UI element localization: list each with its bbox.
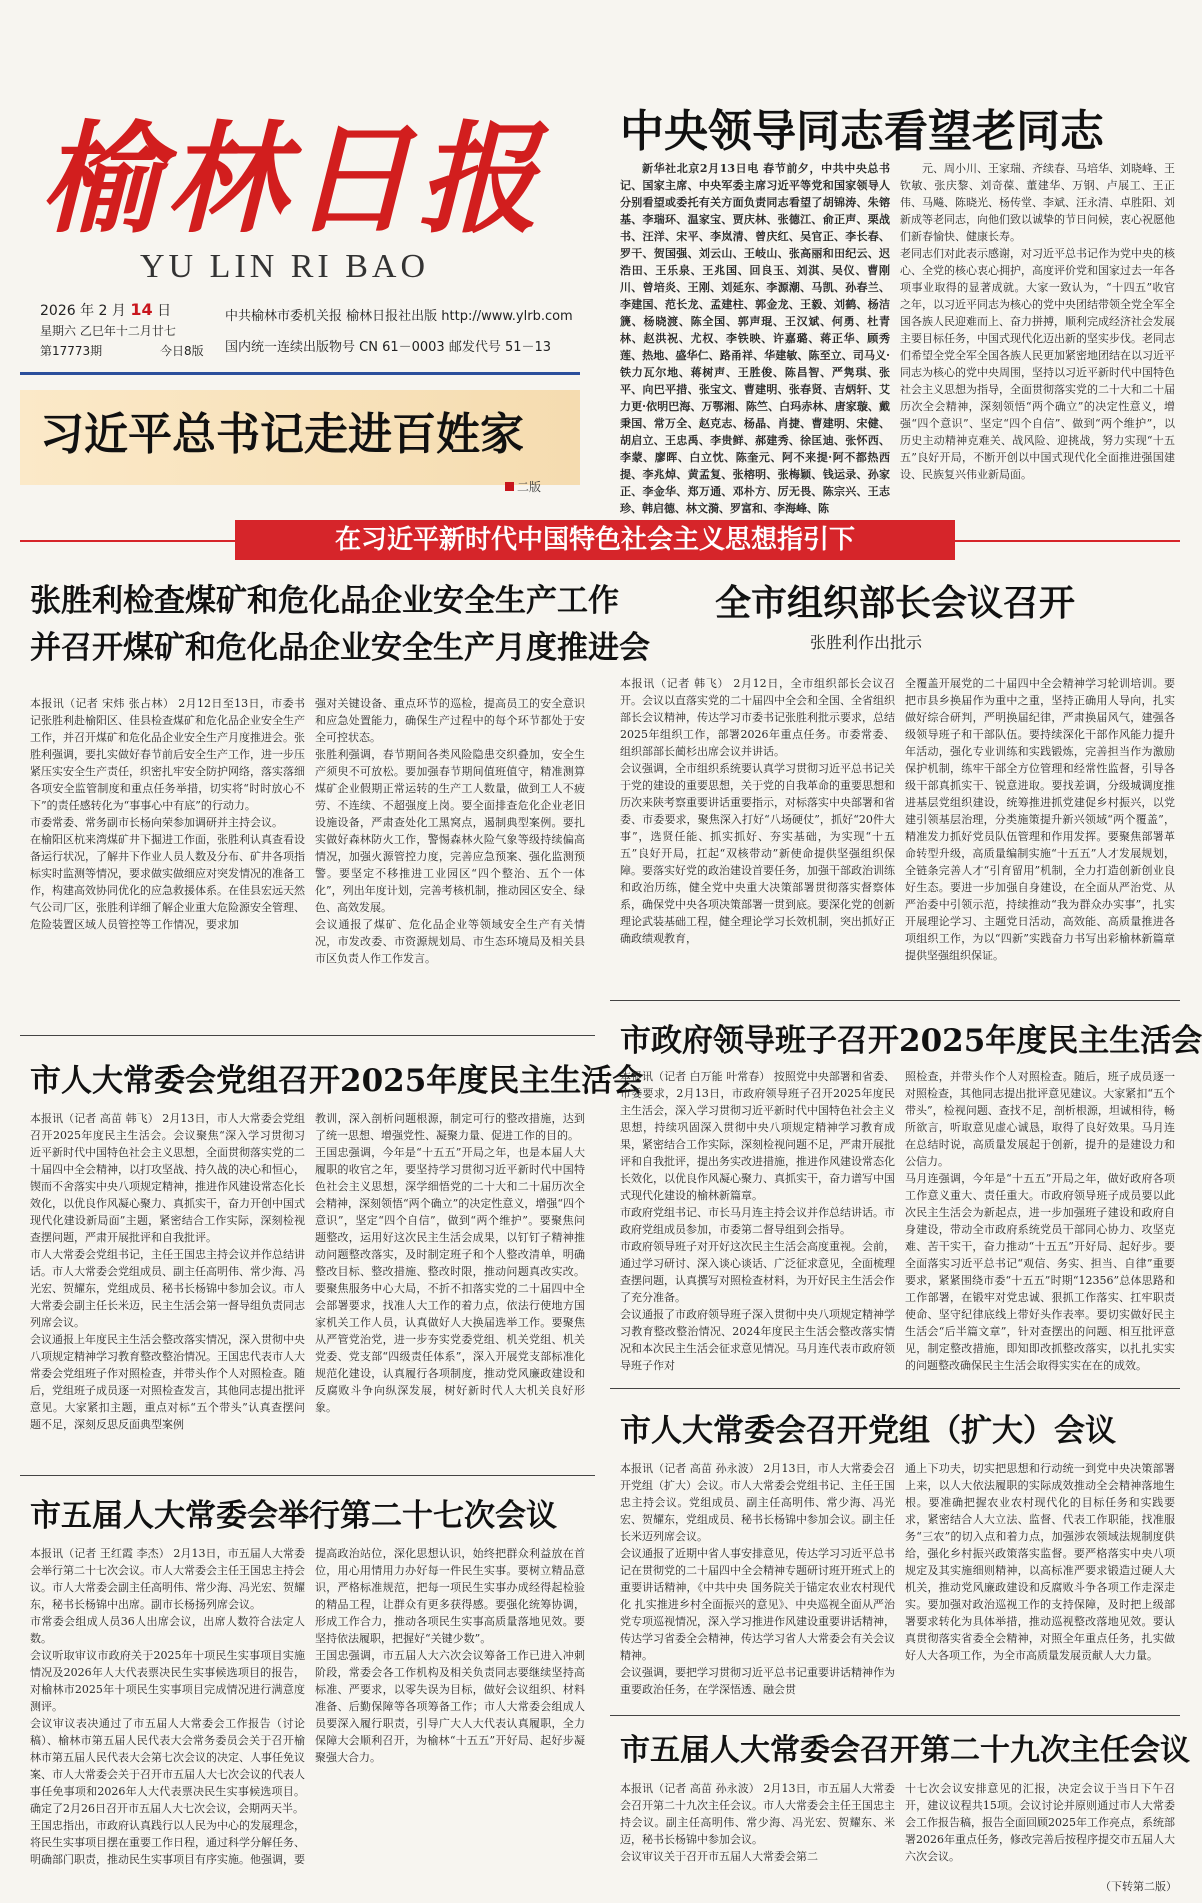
- issue-number: 第17773期: [40, 344, 103, 358]
- top-story-col1: 新华社北京2月13日电 春节前夕，中共中央总书记、国家主席、中央军委主席习近平等党和国家领导人分别看望或委托有关方面负责同志看望了胡锦涛、朱镕基、李瑞环、温家宝、贾庆林、张德江、俞正声、栗战书、汪洋、宋平、李岚清、曾庆红、吴官正、李长春、罗干、贺国强、刘云山、王岐山、张高丽和田纪云、迟浩田、王乐泉、王兆国、回良玉、刘淇、吴仪、曹刚川、曾培炎、王刚、刘延东、李源潮、马凯、孙春兰、李建国、范长龙、孟建柱、郭金龙、王毅、刘鹤、杨洁篪、杨晓渡、陈全国、郭声琨、王汉斌、何勇、杜青林、赵洪祝、尤权、李铁映、许嘉璐、蒋正华、顾秀莲、热地、盛华仁、路甬祥、华建敏、陈至立、司马义·铁力瓦尔地、蒋树声、王胜俊、陈昌智、严隽琪、张平、向巴平措、张宝文、曹建明、张春贤、吉炳轩、艾力更·依明巴海、万鄂湘、陈竺、白玛赤林、唐家璇、戴秉国、常万全、赵克志、杨晶、肖捷、曹建明、宋健、胡启立、王忠禹、李贵鲜、郝建秀、徐匡迪、张怀西、李蒙、廖晖、白立忱、陈奎元、阿不来提·阿不都热西提、李兆焯、黄孟复、张榕明、张梅颖、钱运录、孙家正、李金华、郑万通、邓朴方、厉无畏、陈宗兴、王志珍、韩启德、林文漪、罗富和、李海峰、陈: [620, 162, 890, 515]
- publisher-info: 中共榆林市委机关报 榆林日报社出版 http://www.ylrb.com: [225, 309, 573, 324]
- article6-col1: 本报讯（记者 王红霞 李杰） 2月13日，市五届人大常委会举行第二十七次会议。市人大常委会主任王国忠主持会议。市人大常委会副主任高明伟、常少海、冯光宏、贺耀东，秘书长杨锦中出席。副市长杨扬列席会议。 市常委会组成人员36人出席会议，出席人数符合法定人数。 会议听取审议市政府关于2025年十项民生实事项目实施情况及2026年人大代表票决民生实事候选项目的报告，对榆林市2025年十项民生实事项目完成情况进行满意度测评。 会议审议表决通过了市五届人大常委会工作报告（讨论稿）、榆林市第五届人民代表大会常务委员会关于召开榆林市第五届人民代表大会第七次会议的决定、人事任免议案、市人大常委会关于召开市五届人大七次会议的代表人事任免事项和2026年人大代表票决民生实事候选项目。确定了2月26日召开市五届人大七次会议，会期两天半。 王国忠指出，市政府认真践行以人民为中心的发展理念，将民生实事项目摆在重要工作日程，通过科学分解任务、明确部门职责，推动民生实事项目有序实施。他强调，要: [30, 1547, 305, 1866]
- publication-number: 国内统一连续出版物号 CN 61－0003 邮发代号 51－13: [225, 340, 552, 355]
- article6-col2: 提高政治站位，深化思想认识，始终把群众利益放在首位，用心用情用力办好每一件民生实事。要树立精品意识，严格标准规范，把每一项民生实事办成经得起检验的精品工程，让群众有更多获得感。要强化统筹协调，形成工作合力，推动各项民生实事高质量落地见效。要坚持依法履职，把握好“关键少数”。 王国忠强调，市五届人大六次会议筹备工作已进入冲刺阶段，常委会各工作机构及相关负责同志要继续坚持高标准、严要求，以零失误为目标，做好会议组织、材料准备、后勤保障等各项筹备工作；市人大常委会组成人员要深入履行职责，引导广大人大代表认真履职，全力保障大会顺利召开，为榆林“十五五”开好局、起好步凝聚强大合力。: [315, 1547, 585, 1764]
- lunar-date: 星期六 乙巳年十二月廿七: [40, 324, 176, 338]
- top-story-title[interactable]: 中央领导同志看望老同志: [620, 106, 1104, 157]
- continued-note[interactable]: （下转第二版）: [1100, 1880, 1177, 1893]
- article1-col1: 本报讯（记者 宋炜 张占林） 2月12日至13日，市委书记张胜利赴榆阳区、佳县检查煤矿和危化品企业安全生产工作，并召开煤矿和危化品企业安全生产月度推进会。张胜利强调，要扎实做好春节前后安全生产工作，进一步压紧压实安全生产责任，织密扎牢安全防护网络，落实落细各项安全监管制度和重点任务举措，切实将“时时放心不下”的责任感转化为“事事心中有底”的行动力。 市委常委、常务副市长杨向荣参加调研并主持会议。 在榆阳区杭来湾煤矿井下掘进工作面，张胜利认真查看设备运行状况，了解井下作业人员人数及分布、矿井各项指标实时监测等情况，要求做实做细应对突发情况的准备工作，构建高效协同优化的应急救援体系。在佳县宏远天然气公司厂区，张胜利详细了解企业重大危险源安全管理、危险装置区域人员管控等工作情况，要求加: [30, 697, 305, 931]
- article6-title[interactable]: 市五届人大常委会举行第二十七次会议: [30, 1498, 557, 1534]
- promo-page-tag[interactable]: 二版: [505, 478, 541, 495]
- top-story-col2: 元、周小川、王家瑞、齐续春、马培华、刘晓峰、王钦敏、张庆黎、刘奇葆、董建华、万钢、卢展工、王正伟、马飚、陈晓光、杨传堂、李斌、汪永清、卓胜阳、刘新成等老同志，向他们致以诚挚的节日问候，衷心祝愿他们新春愉快、健康长寿。 老同志们对此表示感谢，对习近平总书记作为党中央的核心、全党的核心衷心拥护，高度评价党和国家过去一年各项事业取得的显著成就。大家一致认为，“十四五”收官之年，以习近平同志为核心的党中央团结带领全党全军全国各族人民迎难而上、奋力拼搏，顺利完成经济社会发展主要目标任务，中国式现代化迈出新的坚实步伐。老同志们希望全党全军全国各族人民更加紧密地团结在以习近平同志为核心的党中央周围，坚持以习近平新时代中国特色社会主义思想为指导，全面贯彻落实党的二十大和二十届历次全会精神，深刻领悟“两个确立”的决定性意义，增强“四个意识”、坚定“四个自信”、做到“两个维护”，以历史主动精神克难关、战风险、迎挑战，努力实现“十五五”良好开局，不断开创以中国式现代化全面推进强国建设、民族复兴伟业新局面。: [900, 162, 1175, 481]
- divider: [20, 1475, 595, 1476]
- newspaper-logo: 榆林日报: [40, 109, 544, 250]
- divider: [610, 1715, 1180, 1716]
- masthead-divider: [20, 372, 580, 375]
- article3-col2: 教训，深入剖析问题根源，制定可行的整改措施，达到了统一思想、增强党性、凝聚力量、促进工作的目的。 王国忠强调，今年是“十五五”开局之年，也是本届人大履职的收官之年，要坚持学习贯彻习近平新时代中国特色社会主义思想，深学细悟党的二十大和二十届历次全会精神，深刻领悟“两个确立”的决定性意义，增强“四个意识”，坚定“四个自信”，做到“两个维护”。要聚焦问题整改，运用好这次民主生活会成果，以钉钉子精神推动问题整改落实，及时制定班子和个人整改清单，明确整改目标、整改措施、整改时限，推动问题真改实改。要聚焦服务中心大局，不折不扣落实党的二十届四中全会部署要求，找准人大工作的着力点，依法行使地方国家机关工作人员，认真做好人大换届选举工作。要聚焦从严管党治党，进一步夯实党委党组、机关党组、机关党委、党支部“四级责任体系”，深入开展党支部标准化规范化建设，认真履行各项制度，推动党风廉政建设和反腐败斗争向纵深发展，树好新时代人大机关良好形象。: [315, 1112, 585, 1414]
- article1-title-line1[interactable]: 张胜利检查煤矿和危化品企业安全生产工作: [30, 583, 619, 619]
- article4-col2: 照检查，并带头作个人对照检查。随后，班子成员逐一对照检查，其他同志提出批评意见建议。大家紧扣“五个带头”，检视问题、查找不足，剖析根源，坦诚相待，畅所欲言，听取意见虚心诚恳，取得了良好效果。马月连在总结时说，高质量发展起于创新，提升的是建设力和公信力。 马月连强调，今年是“十五五”开局之年，做好政府各项工作意义重大、责任重大。市政府领导班子成员要以此次民主生活会为新起点，进一步加强班子建设和政府自身建设，带动全市政府系统党员干部同心协力、攻坚克难、苦干实干，奋力推动“十五五”开好局、起好步。要全面落实习近平总书记“观信、务实、担当、自律”重要要求，紧紧围绕市委“十五五”时期“12356”总体思路和工作部署，在锻牢对党忠诚、狠抓工作落实、扛牢职责使命、坚守纪律底线上带好头作表率。要切实做好民主生活会“后半篇文章”，针对查摆出的问题、相互批评意见，制定整改措施，即知即改抓整改落实，以扎扎实实的问题整改确保民主生活会取得实实在在的成效。: [905, 1070, 1175, 1372]
- article5-col1: 本报讯（记者 高苗 孙永波） 2月13日，市人大常委会召开党组（扩大）会议。市人大常委会党组书记、主任王国忠主持会议。党组成员、副主任高明伟、常少海、冯光宏、贺耀东，党组成员、秘书长杨锦中参加会议。副主任长米迈列席会议。 会议通报了近期中省人事安排意见，传达学习习近平总书记在贯彻党的二十届四中全会精神专题研讨班开班式上的重要讲话精神，《中共中央 国务院关于锚定农业农村现代化 扎实推进乡村全面振兴的意见》、中央巡视全面从严治党专项巡视情况，深入学习推进作风建设重要讲话精神，传达学习省委全会精神，传达学习省人大常委会有关会议精神。 会议强调，要把学习贯彻习近平总书记重要讲话精神作为重要政治任务，在学深悟透、融会贯: [620, 1462, 895, 1696]
- issue-date: 2026 年 2 月 14 日: [40, 300, 172, 319]
- article3-title[interactable]: 市人大常委会党组召开2025年度民主生活会: [30, 1063, 644, 1099]
- article4-title[interactable]: 市政府领导班子召开2025年度民主生活会: [620, 1023, 1202, 1059]
- article1-col2: 强对关键设备、重点环节的巡检，提高员工的安全意识和应急处置能力，确保生产过程中的每个环节都处于安全可控状态。 张胜利强调，春节期间各类风险隐患交织叠加，安全生产须臾不可放松。要加强春节期间值班值守，精准测算煤矿企业假期正常运转的生产工人数量，做到工人不疲劳、不连续、不超强度上岗。要全面排查危化企业老旧设施设备，严肃查处化工黑窝点，遏制典型案例。要扎实做好森林防火工作，警惕森林火险气象等级持续偏高情况，加强火源管控力度，完善应急预案、强化监测预警。要坚定不移推进工业园区“四个整治、五个一体化”，列出年度计划，完善考核机制，推动园区安全、绿色、高效发展。 会议通报了煤矿、危化品企业等领域安全生产有关情况，市发改委、市资源规划局、市生态环境局及相关县市区负责人作工作发言。: [315, 697, 585, 965]
- article1-title-line2[interactable]: 并召开煤矿和危化品企业安全生产月度推进会: [30, 630, 650, 666]
- divider: [20, 1035, 595, 1036]
- article4-col1: 本报讯（记者 白万能 叶常春） 按照党中央部署和省委、市委要求，2月13日，市政府领导班子召开2025年度民主生活会，深入学习贯彻习近平新时代中国特色社会主义思想，持续巩固深入贯彻中央八项规定精神学习教育成果，紧密结合工作实际，深刻检视问题不足，严肃开展批评和自我批评，提出务实改进措施，推进作风建设常态化长效化，以优良作风凝心聚力、真抓实干，奋力谱写中国式现代化建设的榆林新篇章。 市政府党组书记、市长马月连主持会议并作总结讲话。市政府党组成员参加，市委第二督导组到会指导。 市政府领导班子对开好这次民主生活会高度重视。会前，通过学习研讨、深入谈心谈话、广泛征求意见，全面梳理查摆问题，认真撰写对照检查材料，为开好民主生活会作了充分准备。 会议通报了市政府领导班子深入贯彻中央八项规定精神学习教育整改整治情况、2024年度民主生活会整改落实情况和本次民主生活会征求意见情况。马月连代表市政府领导班子作对: [620, 1070, 895, 1372]
- page-marker-icon: [505, 482, 514, 491]
- article2-title[interactable]: 全市组织部长会议召开: [715, 582, 1076, 624]
- section-banner: 在习近平新时代中国特色社会主义思想指引下: [235, 520, 955, 560]
- article2-col1: 本报讯（记者 韩飞） 2月12日，全市组织部长会议召开。会议以直落实党的二十届四中全会和全国、全省组织部长会议精神，传达学习市委书记张胜利批示要求，总结2025年组织工作，部署2026年重点任务。市委常委、组织部部长蔺杉出席会议并讲话。 会议强调，全市组织系统要认真学习贯彻习近平总书记关于党的建设的重要思想，关于党的自我革命的重要思想和历次来陕考察重要讲话重要指示，对标落实中央部署和省委、市委要求，聚焦深入打好“八场硬仗”，抓好“20件大事”，选贤任能、抓实抓好、夯实基础，为实现“十五五”良好开局，扛起“双核带动”新使命提供坚强组织保障。要落实好党的政治建设首要任务，加强干部政治训练和政治历练，健全党中央重大决策部署贯彻落实督察体系，确保党中央各项决策部署一贯到底。要深化党的创新理论武装基础工程，健全理论学习长效机制，突出抓好正确政绩观教育，: [620, 677, 895, 945]
- divider: [610, 1388, 1180, 1389]
- article5-col2: 通上下功夫，切实把思想和行动统一到党中央决策部署上来，以人大依法履职的实际成效推动全会精神落地生根。要准确把握农业农村现代化的目标任务和实践要求，紧密结合人大立法、监督、代表工作职能，找准服务“三农”的切入点和着力点，加强涉农领域法规制度供给，强化乡村振兴政策落实监督。要严格落实中央八项规定及其实施细则精神，以高标准严要求锻造过硬人大机关，推动党风廉政建设和反腐败斗争各项工作走深走实。要加强对政治巡视工作的支持保障，及时把上级部署要求转化为具体举措，推动巡视整改落地见效。要认真贯彻落实省委全会精神，对照全年重点任务，扎实做好人大各项工作，为全市高质量发展贡献人大力量。: [905, 1462, 1175, 1662]
- article2-subtitle: 张胜利作出批示: [810, 633, 923, 652]
- article7-col2: 十七次会议安排意见的汇报，决定会议于当日下午召开，建议议程共15项。会议讨论并原则通过市人大常委会工作报告稿，报告全面回顾2025年工作亮点，系统部署2026年重点任务，修改完善后按程序提交市五届人大六次会议。: [905, 1782, 1175, 1863]
- newspaper-pinyin: YU LIN RI BAO: [140, 248, 430, 285]
- article7-title[interactable]: 市五届人大常委会召开第二十九次主任会议: [620, 1733, 1190, 1768]
- article7-col1: 本报讯（记者 高苗 孙永波） 2月13日，市五届人大常委会召开第二十九次主任会议。市人大常委会主任王国忠主持会议。副主任高明伟、常少海、冯光宏、贺耀东、米迈，秘书长杨锦中参加会议。 会议审议关于召开市五届人大常委会第二: [620, 1782, 895, 1863]
- article2-col2: 全覆盖开展党的二十届四中全会精神学习轮训培训。要把市县乡换届作为重中之重，坚持正确用人导向，扎实做好综合研判，严明换届纪律，严肃换届风气，建强各级领导班子和干部队伍。要持续深化干部作风能力提升年活动，强化专业训练和实践锻炼，完善担当作为激励保护机制，练牢干部全方位管理和经常性监督，引导各级干部真抓实干、锐意进取。要找差调，分级城调度推进基层党组织建设，统筹推进抓党建促乡村振兴，以党建引领基层治理，分类施策提升新兴领域“两个覆盖”，精准发力抓好党员队伍管理和作用发挥。要聚焦部署革命转型升级，高质量编制实施“十五五”人才发展规划，全链条完善人才“引育留用”机制，全力打造创新创业良好生态。要进一步加强自身建设，在全面从严治党、从严治委中引领示范，持续推动“我为群众办实事”，扎实开展理论学习、主题党日活动，高效能、高质量推进各项组织工作，为以“四新”实践奋力书写出彩榆林新篇章提供坚强组织保证。: [905, 677, 1175, 962]
- article3-col1: 本报讯（记者 高苗 韩飞） 2月13日，市人大常委会党组召开2025年度民主生活会。会议聚焦“深入学习贯彻习近平新时代中国特色社会主义思想，全面贯彻落实党的二十届四中全会精神，以打攻坚战、持久战的决心和恒心，锲而不舍落实中央八项规定精神，推进作风建设常态化长效化，以优良作风凝心聚力、真抓实干，奋力开创中国式现代化建设新局面”主题，紧密结合工作实际，深刻检视查摆问题，严肃开展批评和自我批评。 市人大常委会党组书记，主任王国忠主持会议并作总结讲话。市人大常委会党组成员、副主任高明伟、常少海、冯光宏、贺耀东，党组成员、秘书长杨锦中参加会议。市人大常委会副主任长米迈，民主生活会第一督导组负责同志列席会议。 会议通报上年度民主生活会整改落实情况，深入贯彻中央八项规定精神学习教育整改整治情况。王国忠代表市人大常委会党组班子作对照检查，并带头作个人对照检查。随后，党组班子成员逐一对照检查发言，其他同志提出批评意见。大家紧扣主题，重点对标“五个带头”认真查摆问题不足，深刻反思反面典型案例: [30, 1112, 305, 1431]
- article5-title[interactable]: 市人大常委会召开党组（扩大）会议: [620, 1413, 1116, 1449]
- page-count: 今日8版: [160, 344, 204, 358]
- divider: [610, 1000, 1180, 1001]
- promo-headline[interactable]: 习近平总书记走进百姓家: [40, 409, 524, 460]
